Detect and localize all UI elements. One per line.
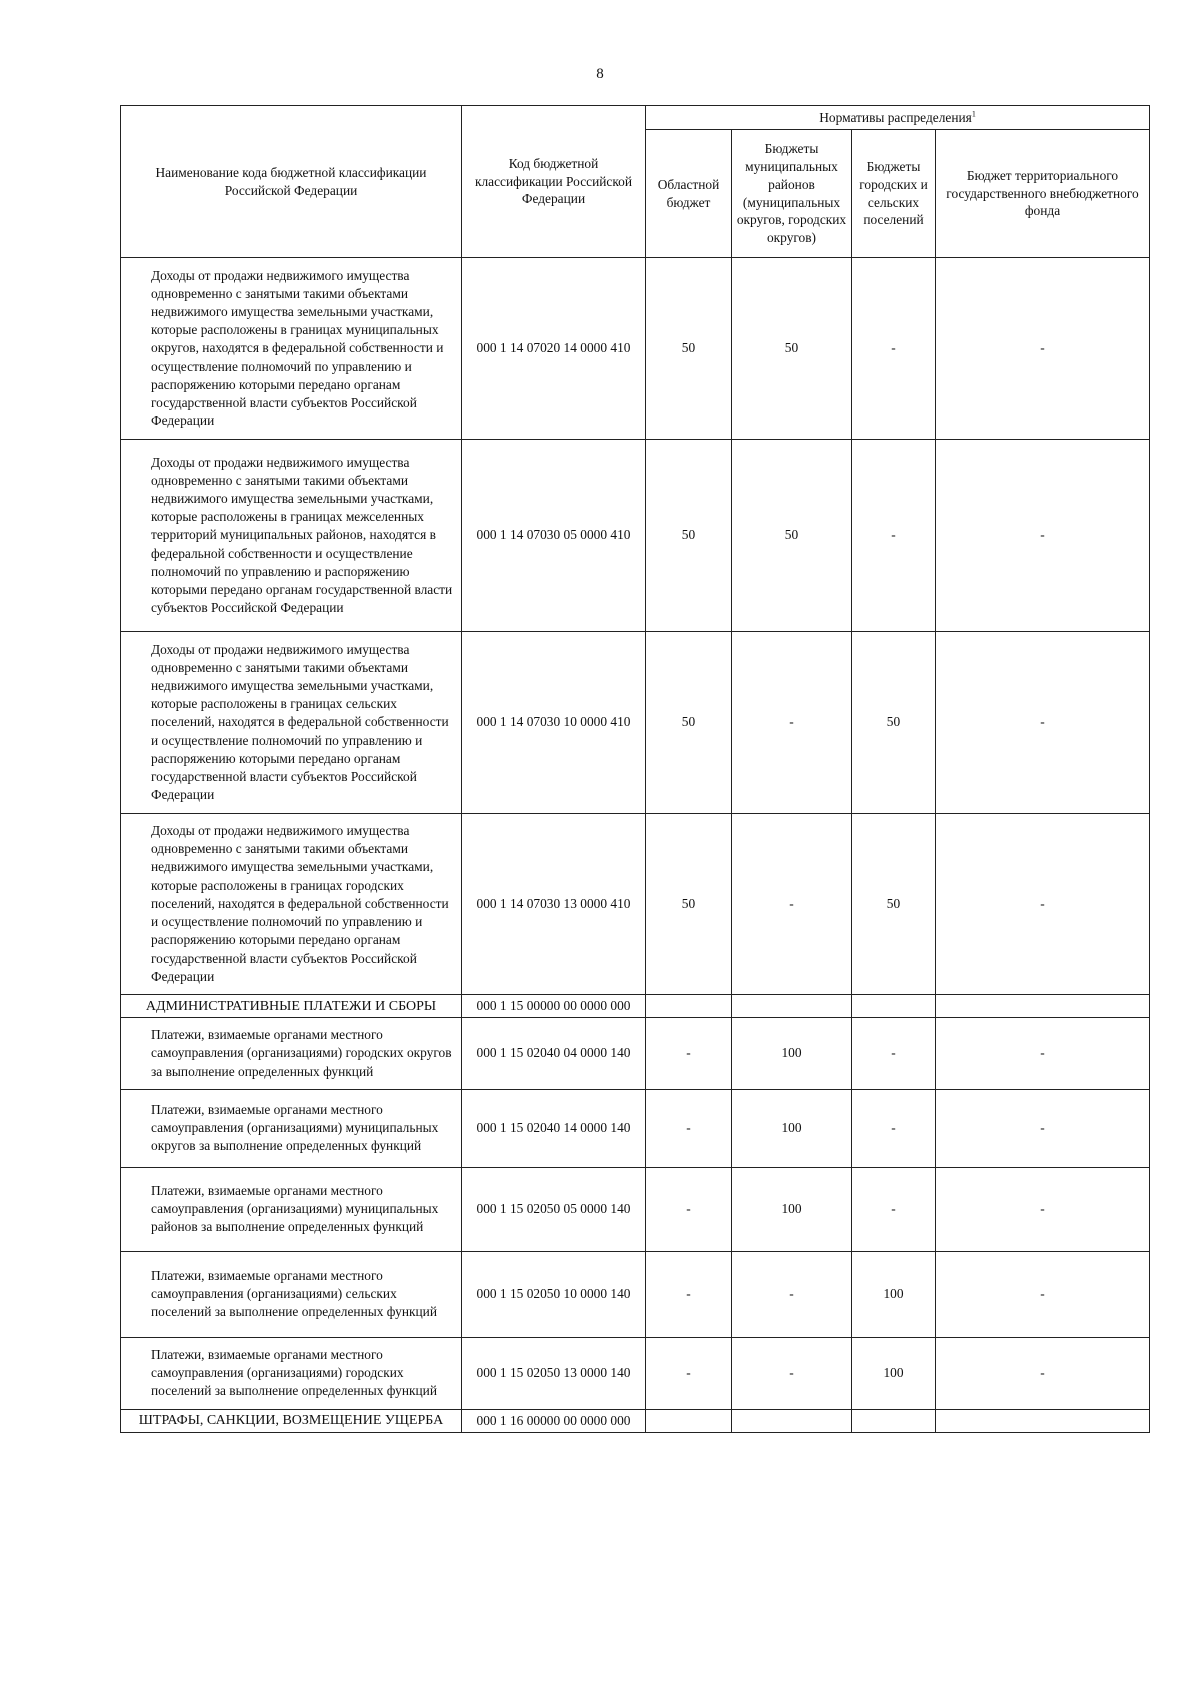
section-row [121, 1409, 1150, 1432]
row-regional-value: - [646, 1018, 732, 1090]
row-settlements-value: - [852, 258, 936, 440]
table-row [121, 1167, 1150, 1251]
page-number: 8 [596, 66, 604, 82]
row-municipal-value: - [732, 1337, 852, 1409]
table-row [121, 1337, 1150, 1409]
row-code-cell: 000 1 15 02050 10 0000 140 [462, 1251, 646, 1337]
header-regional-budget: Областной бюджет [646, 130, 732, 258]
row-fund-value: - [936, 814, 1150, 995]
table-row [121, 440, 1150, 632]
row-municipal-value: 100 [732, 1018, 852, 1090]
budget-classification-table [120, 105, 1150, 1433]
section-row [121, 994, 1150, 1017]
row-regional-value: - [646, 1337, 732, 1409]
row-fund-value [936, 1409, 1150, 1432]
row-code-cell: 000 1 14 07030 13 0000 410 [462, 814, 646, 995]
row-code-cell: 000 1 15 02040 04 0000 140 [462, 1018, 646, 1090]
row-regional-value [646, 994, 732, 1017]
row-municipal-value: - [732, 1251, 852, 1337]
row-name-cell: АДМИНИСТРАТИВНЫЕ ПЛАТЕЖИ И СБОРЫ [121, 994, 462, 1017]
row-fund-value: - [936, 1089, 1150, 1167]
row-name-cell: ШТРАФЫ, САНКЦИИ, ВОЗМЕЩЕНИЕ УЩЕРБА [121, 1409, 462, 1432]
row-settlements-value: 100 [852, 1251, 936, 1337]
row-fund-value: - [936, 632, 1150, 814]
row-name-cell: Платежи, взимаемые органами местного самоуправления (организациями) сельских поселений за выполнение определенных функций [121, 1251, 462, 1337]
row-settlements-value [852, 1409, 936, 1432]
row-fund-value: - [936, 440, 1150, 632]
row-settlements-value [852, 994, 936, 1017]
row-name-cell: Платежи, взимаемые органами местного самоуправления (организациями) муниципальных округов за выполнение определенных функций [121, 1089, 462, 1167]
table-row [121, 258, 1150, 440]
header-code-column: Код бюджетной классификации Российской Федерации [462, 106, 646, 258]
row-settlements-value: 50 [852, 632, 936, 814]
table-row [121, 814, 1150, 995]
row-name-cell: Платежи, взимаемые органами местного самоуправления (организациями) муниципальных районов за выполнение определенных функций [121, 1167, 462, 1251]
row-regional-value: 50 [646, 258, 732, 440]
row-name-cell: Платежи, взимаемые органами местного самоуправления (организациями) городских поселений за выполнение определенных функций [121, 1337, 462, 1409]
row-regional-value: 50 [646, 632, 732, 814]
header-extrabudgetary-fund: Бюджет территориального государственного внебюджетного фонда [936, 130, 1150, 258]
row-code-cell: 000 1 15 02050 05 0000 140 [462, 1167, 646, 1251]
row-regional-value [646, 1409, 732, 1432]
row-settlements-value: - [852, 1018, 936, 1090]
row-name-cell: Доходы от продажи недвижимого имущества одновременно с занятыми такими объектами недвижимого имущества земельными участками, которые расположены в границах муниципальных округов, находятся в федеральной собственности и осуществление полномочий по управлению и распоряжению которыми передано органам государственной власти субъектов Российской Федерации [121, 258, 462, 440]
row-settlements-value: - [852, 1089, 936, 1167]
row-municipal-value [732, 994, 852, 1017]
header-norms-group [646, 106, 1150, 130]
row-fund-value: - [936, 1018, 1150, 1090]
row-municipal-value [732, 1409, 852, 1432]
row-municipal-value: 50 [732, 258, 852, 440]
table-row [121, 1089, 1150, 1167]
row-code-cell: 000 1 14 07030 10 0000 410 [462, 632, 646, 814]
table-row [121, 1018, 1150, 1090]
row-municipal-value: 100 [732, 1089, 852, 1167]
row-regional-value: - [646, 1167, 732, 1251]
table-body [121, 258, 1150, 1433]
row-regional-value: - [646, 1251, 732, 1337]
row-name-cell: Доходы от продажи недвижимого имущества одновременно с занятыми такими объектами недвижимого имущества земельными участками, которые расположены в границах городских поселений, находятся в федеральной собственности и осуществление полномочий по управлению и распоряжению которыми передано органам государственной власти субъектов Российской Федерации [121, 814, 462, 995]
row-name-cell: Доходы от продажи недвижимого имущества одновременно с занятыми такими объектами недвижимого имущества земельными участками, которые расположены в границах межселенных территорий муниципальных районов, находятся в федеральной собственности и осуществление полномочий по управлению и распоряжению которыми передано органам государственной власти субъектов Российской Федерации [121, 440, 462, 632]
row-settlements-value: 50 [852, 814, 936, 995]
row-code-cell: 000 1 15 02050 13 0000 140 [462, 1337, 646, 1409]
row-code-cell: 000 1 14 07030 05 0000 410 [462, 440, 646, 632]
row-regional-value: 50 [646, 814, 732, 995]
header-settlement-budgets: Бюджеты городских и сельских поселений [852, 130, 936, 258]
row-settlements-value: - [852, 440, 936, 632]
row-municipal-value: - [732, 632, 852, 814]
row-regional-value: 50 [646, 440, 732, 632]
row-code-cell: 000 1 15 02040 14 0000 140 [462, 1089, 646, 1167]
header-municipal-budgets: Бюджеты муниципальных районов (муниципальных округов, городских округов) [732, 130, 852, 258]
table-row [121, 1251, 1150, 1337]
row-code-cell: 000 1 14 07020 14 0000 410 [462, 258, 646, 440]
row-fund-value: - [936, 1251, 1150, 1337]
table-row [121, 632, 1150, 814]
row-regional-value: - [646, 1089, 732, 1167]
header-norms-label: Нормативы распределения [819, 109, 972, 125]
row-municipal-value: 50 [732, 440, 852, 632]
row-name-cell: Платежи, взимаемые органами местного самоуправления (организациями) городских округов за выполнение определенных функций [121, 1018, 462, 1090]
row-code-cell: 000 1 16 00000 00 0000 000 [462, 1409, 646, 1432]
footnote-marker: 1 [971, 109, 976, 119]
row-settlements-value: 100 [852, 1337, 936, 1409]
row-code-cell: 000 1 15 00000 00 0000 000 [462, 994, 646, 1017]
row-municipal-value: - [732, 814, 852, 995]
row-fund-value [936, 994, 1150, 1017]
header-name-column: Наименование кода бюджетной классификации Российской Федерации [121, 106, 462, 258]
row-name-cell: Доходы от продажи недвижимого имущества одновременно с занятыми такими объектами недвижимого имущества земельными участками, которые расположены в границах сельских поселений, находятся в федеральной собственности и осуществление полномочий по управлению и распоряжению которыми передано органам государственной власти субъектов Российской Федерации [121, 632, 462, 814]
row-fund-value: - [936, 1337, 1150, 1409]
row-municipal-value: 100 [732, 1167, 852, 1251]
row-settlements-value: - [852, 1167, 936, 1251]
row-fund-value: - [936, 1167, 1150, 1251]
row-fund-value: - [936, 258, 1150, 440]
